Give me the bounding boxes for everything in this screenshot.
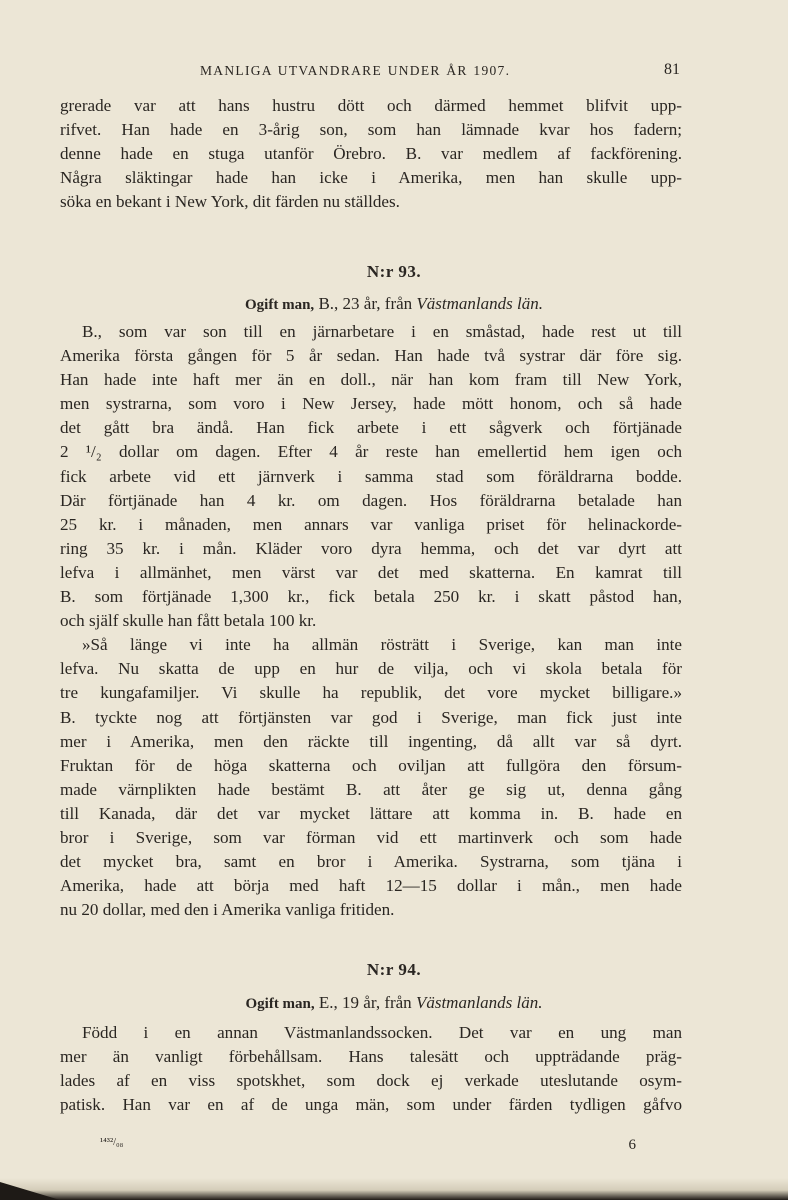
sheet-number: 6 — [628, 1137, 636, 1153]
text-line: Där förtjänade han 4 kr. om dagen. Hos föräldrarna betalade han — [60, 490, 682, 510]
intro-paragraph — [60, 94, 682, 214]
text-line: Född i en annan Västmanlandssocken. Det var en ung man — [82, 1023, 682, 1042]
printer-signature: ¹⁴³²/₀₈ — [100, 1137, 124, 1148]
text-line: till Kanada, där det var mycket lättare att komma in. B. hade en — [60, 803, 682, 823]
running-header — [60, 63, 680, 85]
text-line: lefva. Nu skatta de upp en hur de vilja, och vi skola betala för — [60, 659, 682, 679]
entry-94-heading: N:r 94. — [366, 960, 422, 979]
entry-94-status: Ogift man, — [245, 996, 315, 1012]
text-line: rifvet. Han hade en 3-årig son, som han lämnade kvar hos fadern; — [60, 120, 682, 140]
text-line: 2 ¹/₂ dollar om dagen. Efter 4 år reste han emellertid hem igen och — [60, 442, 682, 462]
text-line: mer än vanligt förbehållsam. Hans talesätt och uppträdande präg- — [60, 1047, 682, 1067]
text-line: ring 35 kr. i mån. Kläder voro dyra hemma, och det var dyrt att — [60, 538, 682, 558]
text-line: tre kungafamiljer. Vi skulle ha republik, det vore mycket billigare.» — [60, 683, 682, 703]
page-footer — [96, 1133, 636, 1157]
text-line: fick arbete vid ett järnverk i samma stad som föräldrarna bodde. — [60, 466, 682, 486]
text-line: det mycket bra, samt en bror i Amerika. Systrarna, som tjäna i — [60, 852, 682, 872]
entry-93-region: Västmanlands län. — [416, 294, 543, 313]
text-line: mer i Amerika, men den räckte till ingenting, då allt var så dyrt. — [60, 731, 682, 751]
entry-93-details: B., 23 år, från — [314, 294, 417, 313]
text-line: bror i Sverige, som var förman vid ett martinverk och som hade — [60, 827, 682, 847]
text-line: Några släktingar hade han icke i Amerika, men han skulle upp- — [60, 168, 682, 188]
text-line: Fruktan för de höga skatterna och oviljan att fullgöra den försum- — [60, 755, 682, 775]
scan-edge-shadow — [0, 1178, 788, 1200]
text-line: Han hade inte haft mer än en doll., när han kom fram till New York, — [60, 370, 682, 390]
entry-93-body — [60, 320, 682, 922]
entry-93-heading: N:r 93. — [366, 262, 422, 281]
text-line: Amerika första gången för 5 år sedan. Han hade två systrar där före sig. — [60, 346, 682, 366]
text-line: denne hade en stuga utanför Örebro. B. var medlem af fackförening. — [60, 144, 682, 164]
page-number: 81 — [664, 61, 680, 78]
text-line: B. som förtjänade 1,300 kr., fick betala 250 kr. i skatt påstod han, — [60, 587, 682, 607]
text-line: Amerika, hade att börja med haft 12—15 dollar i mån., men hade — [60, 876, 682, 896]
entry-94-details: E., 19 år, från — [314, 993, 416, 1012]
entry-94-region: Västmanlands län. — [415, 993, 543, 1012]
text-line: patisk. Han var en af de unga män, som under färden tydligen gåfvo — [60, 1095, 682, 1115]
text-line: B. tyckte nog att förtjänsten var god i Sverige, man fick just inte — [60, 707, 682, 727]
text-line: söka en bekant i New York, dit färden nu ställdes. — [60, 192, 400, 212]
text-line: lefva i allmänhet, men värst var det med skatterna. En kamrat till — [60, 562, 682, 582]
entry-93-subheading — [0, 294, 788, 314]
text-line: 25 kr. i månaden, men annars var vanliga priset för helinackorde- — [60, 514, 682, 534]
scan-edge-mark — [0, 1182, 60, 1200]
running-title: MANLIGA UTVANDRARE UNDER ÅR 1907. — [200, 63, 511, 78]
text-line: »Så länge vi inte ha allmän rösträtt i Sverige, kan man inte — [82, 635, 682, 655]
text-line: men systrarna, som voro i New Jersey, hade mött honom, och så hade — [60, 394, 682, 414]
text-line: nu 20 dollar, med den i Amerika vanliga fritiden. — [60, 900, 395, 920]
text-line: lades af en viss spotskhet, som dock ej verkade uteslutande osym- — [60, 1071, 682, 1091]
entry-94-body — [60, 1021, 682, 1117]
text-line: och själf skulle han fått betala 100 kr. — [60, 611, 317, 631]
entry-94-subheading — [0, 993, 788, 1013]
text-line: det gått bra ändå. Han fick arbete i ett sågverk och förtjänade — [60, 418, 682, 438]
entry-93-status: Ogift man, — [245, 297, 315, 313]
text-line: B., som var son till en järnarbetare i en småstad, hade rest ut till — [82, 322, 682, 341]
text-line: grerade var att hans hustru dött och därmed hemmet blifvit upp- — [60, 96, 682, 115]
text-line: made värnplikten hade bestämt B. att åter ge sig ut, denna gång — [60, 779, 682, 799]
